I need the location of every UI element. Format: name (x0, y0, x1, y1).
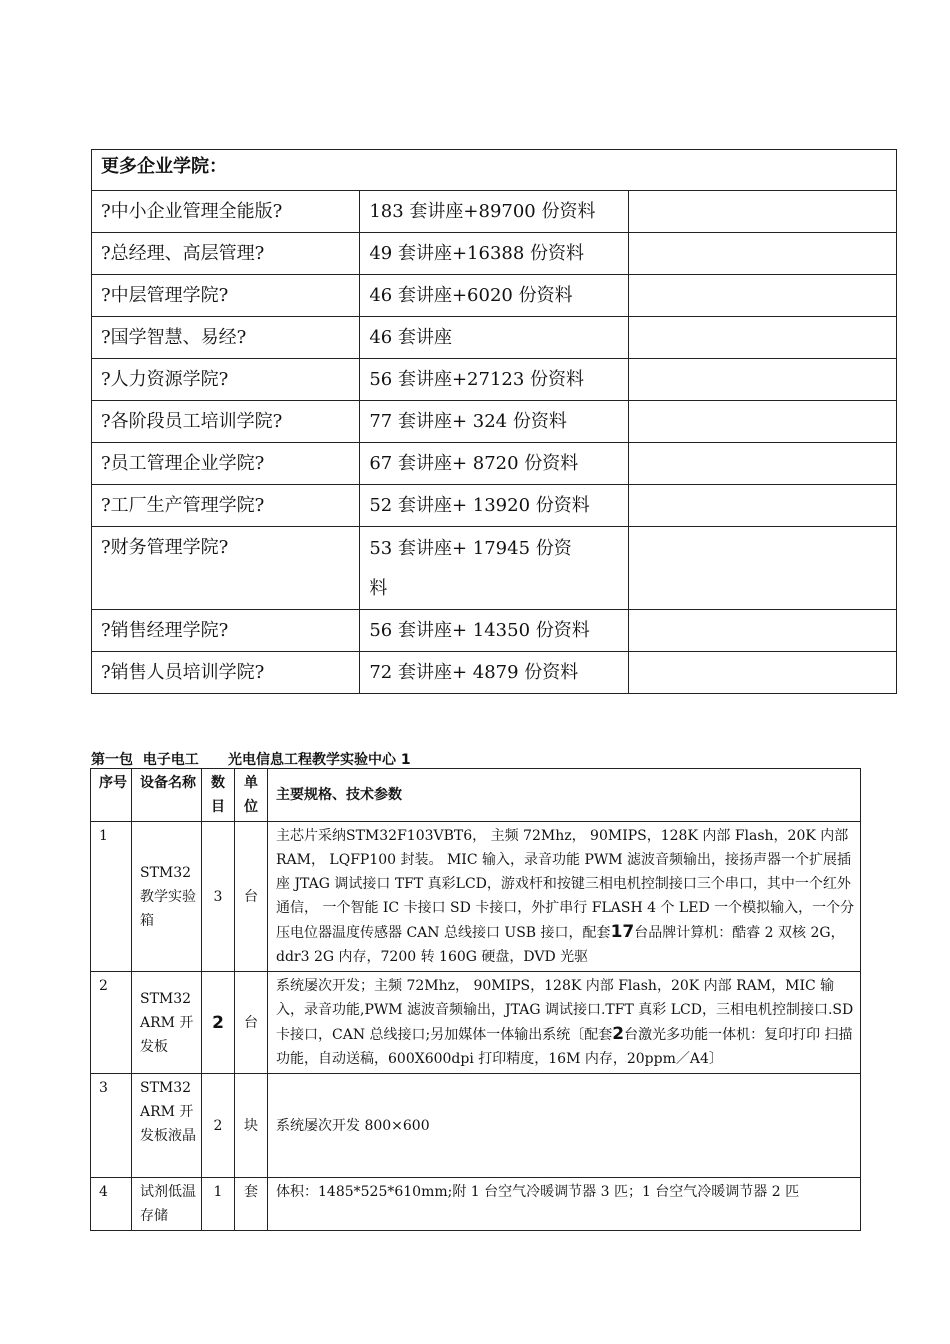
table-row (91, 972, 861, 1074)
table-row (91, 1178, 861, 1231)
academy-extra (628, 191, 896, 233)
table-row (91, 1074, 861, 1178)
table-row (92, 485, 897, 527)
academy-extra (628, 485, 896, 527)
academy-name: ?中层管理学院? (92, 275, 360, 317)
academy-content: 77 套讲座+ 324 份资料 (360, 401, 628, 443)
academy-name: ?总经理、高层管理? (92, 233, 360, 275)
academy-extra (628, 443, 896, 485)
academy-name: ?财务管理学院? (92, 527, 360, 610)
academy-content: 46 套讲座+6020 份资料 (360, 275, 628, 317)
academy-content: 49 套讲座+16388 份资料 (360, 233, 628, 275)
row-name: STM32 ARM 开发板液晶 (132, 1074, 202, 1178)
row-qty: 2 (202, 1074, 235, 1178)
academy-name: ?人力资源学院? (92, 359, 360, 401)
table-row (92, 359, 897, 401)
academy-content: 56 套讲座+27123 份资料 (360, 359, 628, 401)
spec-text: 系统屡次开发；主频 72Mhz， 90MIPS，128K 内部 Flash，20K 内部 RAM，MIC 输入，录音功能,PWM 滤波音频输出，JTAG 调试接口.TFT 真彩 LCD，三相电机控制接口.SD 卡接口，CAN 总线接口;另加媒体一体输出系统〔配套 (276, 978, 854, 1043)
equipment-table (90, 768, 861, 1231)
spec-text-cont: 台品牌计算机：酷睿 2 双核 2G，ddr3 2G 内存，7200 转 160G 硬盘，DVD 光驱 (276, 925, 845, 965)
row-name: 试剂低温存储 (132, 1178, 202, 1231)
row-no: 2 (91, 972, 132, 1074)
table-row (91, 822, 861, 972)
academy-table (91, 149, 897, 694)
academy-name: ?各阶段员工培训学院? (92, 401, 360, 443)
row-unit: 台 (235, 972, 268, 1074)
table-row (92, 275, 897, 317)
academy-extra (628, 527, 896, 610)
table-row (92, 233, 897, 275)
row-spec (268, 822, 861, 972)
academy-table-header: 更多企业学院： (92, 150, 897, 191)
academy-content: 53 套讲座+ 17945 份资料 (360, 527, 628, 610)
academy-extra (628, 317, 896, 359)
row-unit: 台 (235, 822, 268, 972)
package-caption: 第一包 电子电工 光电信息工程教学实验中心 1 (91, 752, 411, 768)
academy-content: 72 套讲座+ 4879 份资料 (360, 652, 628, 694)
academy-extra (628, 652, 896, 694)
row-name: STM32 教学实验箱 (132, 822, 202, 972)
academy-name: ?国学智慧、易经? (92, 317, 360, 359)
header-qty: 数目 (202, 769, 235, 822)
header-name: 设备名称 (132, 769, 202, 822)
row-name: STM32 ARM 开发板 (132, 972, 202, 1074)
spec-qty-em: 17 (610, 922, 635, 942)
row-qty: 2 (202, 972, 235, 1074)
academy-content: 183 套讲座+89700 份资料 (360, 191, 628, 233)
academy-content: 67 套讲座+ 8720 份资料 (360, 443, 628, 485)
table-row (92, 527, 897, 610)
spec-text-cont: 台激光多功能一体机：复印打印 扫描 功能，自动送稿，600X600dpi 打印精度，16M 内存，20ppm／A4〕 (276, 1027, 853, 1067)
header-no: 序号 (91, 769, 132, 822)
spec-qty-em: 2 (612, 1024, 625, 1044)
table-header-row (91, 769, 861, 822)
table-row (92, 401, 897, 443)
row-no: 4 (91, 1178, 132, 1231)
table-row (92, 443, 897, 485)
row-no: 3 (91, 1074, 132, 1178)
table-row (92, 191, 897, 233)
academy-extra (628, 275, 896, 317)
header-spec: 主要规格、技术参数 (268, 769, 861, 822)
row-spec: 系统屡次开发 800×600 (268, 1074, 861, 1178)
table-row (92, 317, 897, 359)
academy-extra (628, 610, 896, 652)
row-no: 1 (91, 822, 132, 972)
row-spec (268, 972, 861, 1074)
header-unit: 单位 (235, 769, 268, 822)
academy-content: 46 套讲座 (360, 317, 628, 359)
academy-content: 52 套讲座+ 13920 份资料 (360, 485, 628, 527)
academy-name: ?员工管理企业学院? (92, 443, 360, 485)
row-qty: 3 (202, 822, 235, 972)
academy-extra (628, 233, 896, 275)
academy-content: 56 套讲座+ 14350 份资料 (360, 610, 628, 652)
academy-name: ?工厂生产管理学院? (92, 485, 360, 527)
spec-text: 主芯片采纳STM32F103VBT6， 主频 72Mhz， 90MIPS，128K 内部 Flash，20K 内部 RAM， LQFP100 封装。 MIC 输入，录音功能 PWM 滤波音频输出，接扬声器一个扩展插座 JTAG 调试接口 TFT 真彩LCD，游戏杆和按键三相电机控制接口三个串口，其中一个红外通信， 一个智能 IC 卡接口 SD 卡接口，外扩串行 FLASH 4 个 LED 一个模拟输入，一个分压电位器温度传感器 CAN 总线接口 USB 接口，配套 (276, 828, 855, 941)
row-unit: 套 (235, 1178, 268, 1231)
row-unit: 块 (235, 1074, 268, 1178)
academy-name: ?销售人员培训学院? (92, 652, 360, 694)
academy-extra (628, 401, 896, 443)
academy-name: ?销售经理学院? (92, 610, 360, 652)
table-row (92, 652, 897, 694)
academy-extra (628, 359, 896, 401)
table-row (92, 610, 897, 652)
row-qty: 1 (202, 1178, 235, 1231)
academy-name: ?中小企业管理全能版? (92, 191, 360, 233)
row-spec: 体积：1485*525*610mm;附 1 台空气冷暖调节器 3 匹；1 台空气冷暖调节器 2 匹 (268, 1178, 861, 1231)
